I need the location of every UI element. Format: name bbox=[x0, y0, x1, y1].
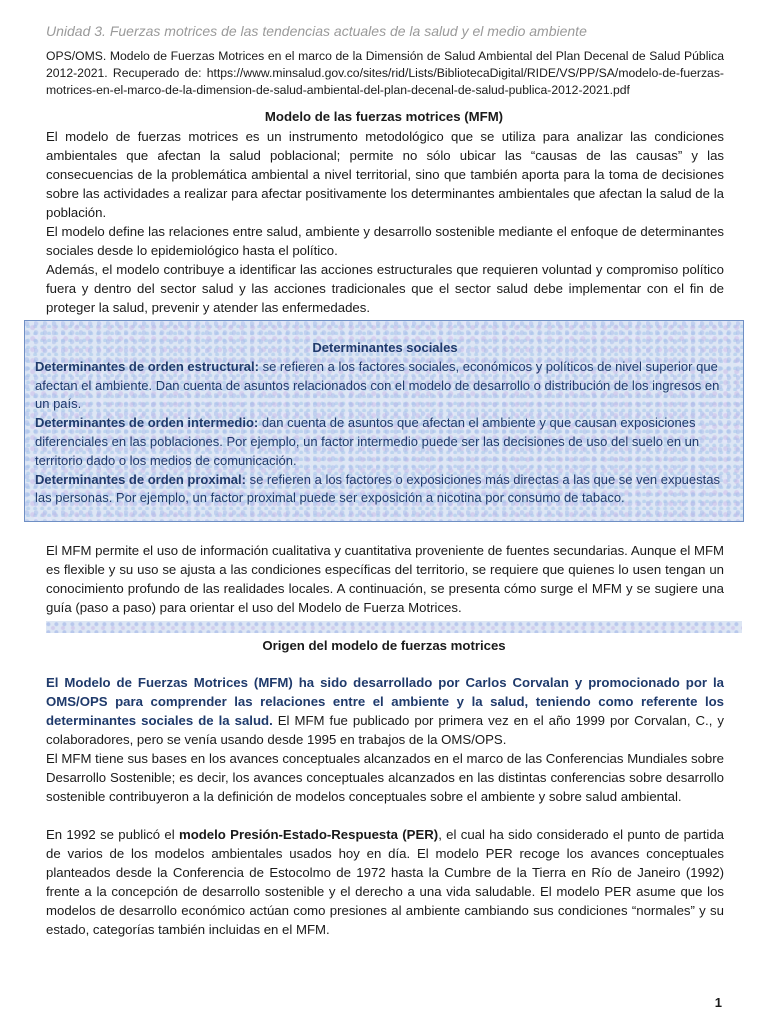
citation: OPS/OMS. Modelo de Fuerzas Motrices en el marco de la Dimensión de Salud Ambiental del Plan Decenal de Salud Pública 2012-2021. Recuperado de: https://www.minsalud.gov.co/sites/rid/Lists/BibliotecaDigital/RIDE/VS/PP/SA/modelo-de-fuerzas-motrices-en-el-marco-de-la-dimension-de-salud-ambiental-del-plan-decenal-de-salud-publica-2012-2021.pdf bbox=[46, 49, 724, 97]
determinantes-content bbox=[35, 339, 735, 508]
unit-header: Unidad 3. Fuerzas motrices de las tendencias actuales de la salud y el medio ambiente bbox=[46, 23, 587, 39]
mfm-body bbox=[46, 127, 724, 317]
mfm-paragraph: El modelo de fuerzas motrices es un instrumento metodológico que se utiliza para analizar las condiciones ambientales que afectan la salud poblacional; permite no sólo ubicar las “causas de las causas” y las consecuencias de la problemática ambiental a nivel territorial, sino que también aporta para la toma de decisiones sobre las actividades a realizar para afectar positivamente los determinantes ambientales que afectan la salud de la población. bbox=[46, 129, 724, 220]
determinante-term: Determinantes de orden proximal: bbox=[35, 471, 246, 487]
page-number: 1 bbox=[714, 995, 722, 1010]
origen-p3-rest: , el cual ha sido considerado el punto de partida de varios de los modelos ambientales usados hoy en día. El modelo PER recoge los avances conceptuales planteados desde la Conferencia de Estocolmo de 1972 hasta la Cumbre de la Tierra en Río de Janeiro (1992) frente a la concepción de desarrollo sostenible y el derecho a una vida saludable. El modelo PER asume que los modelos de desarrollo económico actúan como presiones al ambiente cambiando sus condiciones “normales” y su estado, categorías también incluidas en el MFM. bbox=[46, 827, 724, 937]
origen-body bbox=[46, 673, 724, 939]
origen-p3-pre: En 1992 se publicó el bbox=[46, 827, 179, 842]
determinante-term: Determinantes de orden estructural: bbox=[35, 358, 259, 374]
origen-paragraph-1 bbox=[46, 673, 724, 749]
determinantes-box bbox=[24, 320, 744, 522]
origen-paragraph-2: El MFM tiene sus bases en los avances conceptuales alcanzados en el marco de las Conferencias Mundiales sobre Desarrollo Sostenible; es decir, los avances conceptuales alcanzados en las distintas conferencias sobre desarrollo sostenible contribuyeron a la definición de modelos conceptuales sobre el ambiente y sobre salud ambiental. bbox=[46, 751, 724, 804]
origen-p1-rest: El MFM fue publicado por primera vez en el año 1999 por Corvalan, C., y colaboradores, pero se venía usando desde 1995 en trabajos de la OMS/OPS. bbox=[46, 713, 724, 747]
determinante-desc: dan cuenta de asuntos que afectan el ambiente y que causan exposiciones diferenciales en las poblaciones. Por ejemplo, un factor intermedio puede ser las decisiones de uso del suelo en un territorio dado o los medios de comunicación. bbox=[35, 415, 700, 468]
decorative-divider bbox=[46, 621, 742, 633]
usage-paragraph: El MFM permite el uso de información cualitativa y cuantitativa proveniente de fuentes secundarias. Aunque el MFM es flexible y su uso se ajusta a las condiciones específicas del territorio, se requiere que quienes lo usen tengan un conocimiento profundo de las realidades locales. A continuación, se presenta cómo surge el MFM y se sugiere una guía (paso a paso) para orientar el uso del Modelo de Fuerza Motrices. bbox=[46, 543, 724, 615]
mfm-paragraph: El modelo define las relaciones entre salud, ambiente y desarrollo sostenible mediante el enfoque de determinantes sociales desde lo epidemiológico hasta el político. bbox=[46, 224, 724, 258]
determinante-desc: se refieren a los factores o exposiciones más directas a las que se ven expuestas las personas. Por ejemplo, un factor proximal puede ser exposición a nicotina por consumo de tabaco. bbox=[35, 471, 720, 506]
origen-title: Origen del modelo de fuerzas motrices bbox=[262, 638, 506, 653]
determinante-item bbox=[35, 414, 735, 470]
per-model-term: modelo Presión-Estado-Respuesta (PER) bbox=[178, 827, 439, 842]
determinante-term: Determinantes de orden intermedio: bbox=[35, 415, 259, 431]
determinante-desc: se refieren a los factores sociales, económicos y políticos de nivel superior que afectan el ambiente. Dan cuenta de asuntos relacionados con el modelo de desarrollo o distribución de los ingresos en un país. bbox=[35, 358, 720, 412]
origen-paragraph-3 bbox=[46, 825, 724, 939]
determinantes-title: Determinantes sociales bbox=[312, 340, 458, 355]
determinante-item bbox=[35, 471, 735, 509]
mfm-title: Modelo de las fuerzas motrices (MFM) bbox=[264, 109, 504, 124]
usage-body bbox=[46, 541, 724, 617]
determinante-item bbox=[35, 358, 735, 414]
mfm-paragraph: Además, el modelo contribuye a identificar las acciones estructurales que requieren voluntad y compromiso político fuera y dentro del sector salud y las acciones tradicionales que el sector salud debe implementar con el fin de proteger la salud, prevenir y atender las enfermedades. bbox=[46, 262, 724, 315]
origen-highlight: El Modelo de Fuerzas Motrices (MFM) ha sido desarrollado por Carlos Corvalan y promocionado por la OMS/OPS para comprender las relaciones entre el ambiente y la salud, teniendo como referente los determinantes sociales de la salud. bbox=[46, 675, 724, 728]
